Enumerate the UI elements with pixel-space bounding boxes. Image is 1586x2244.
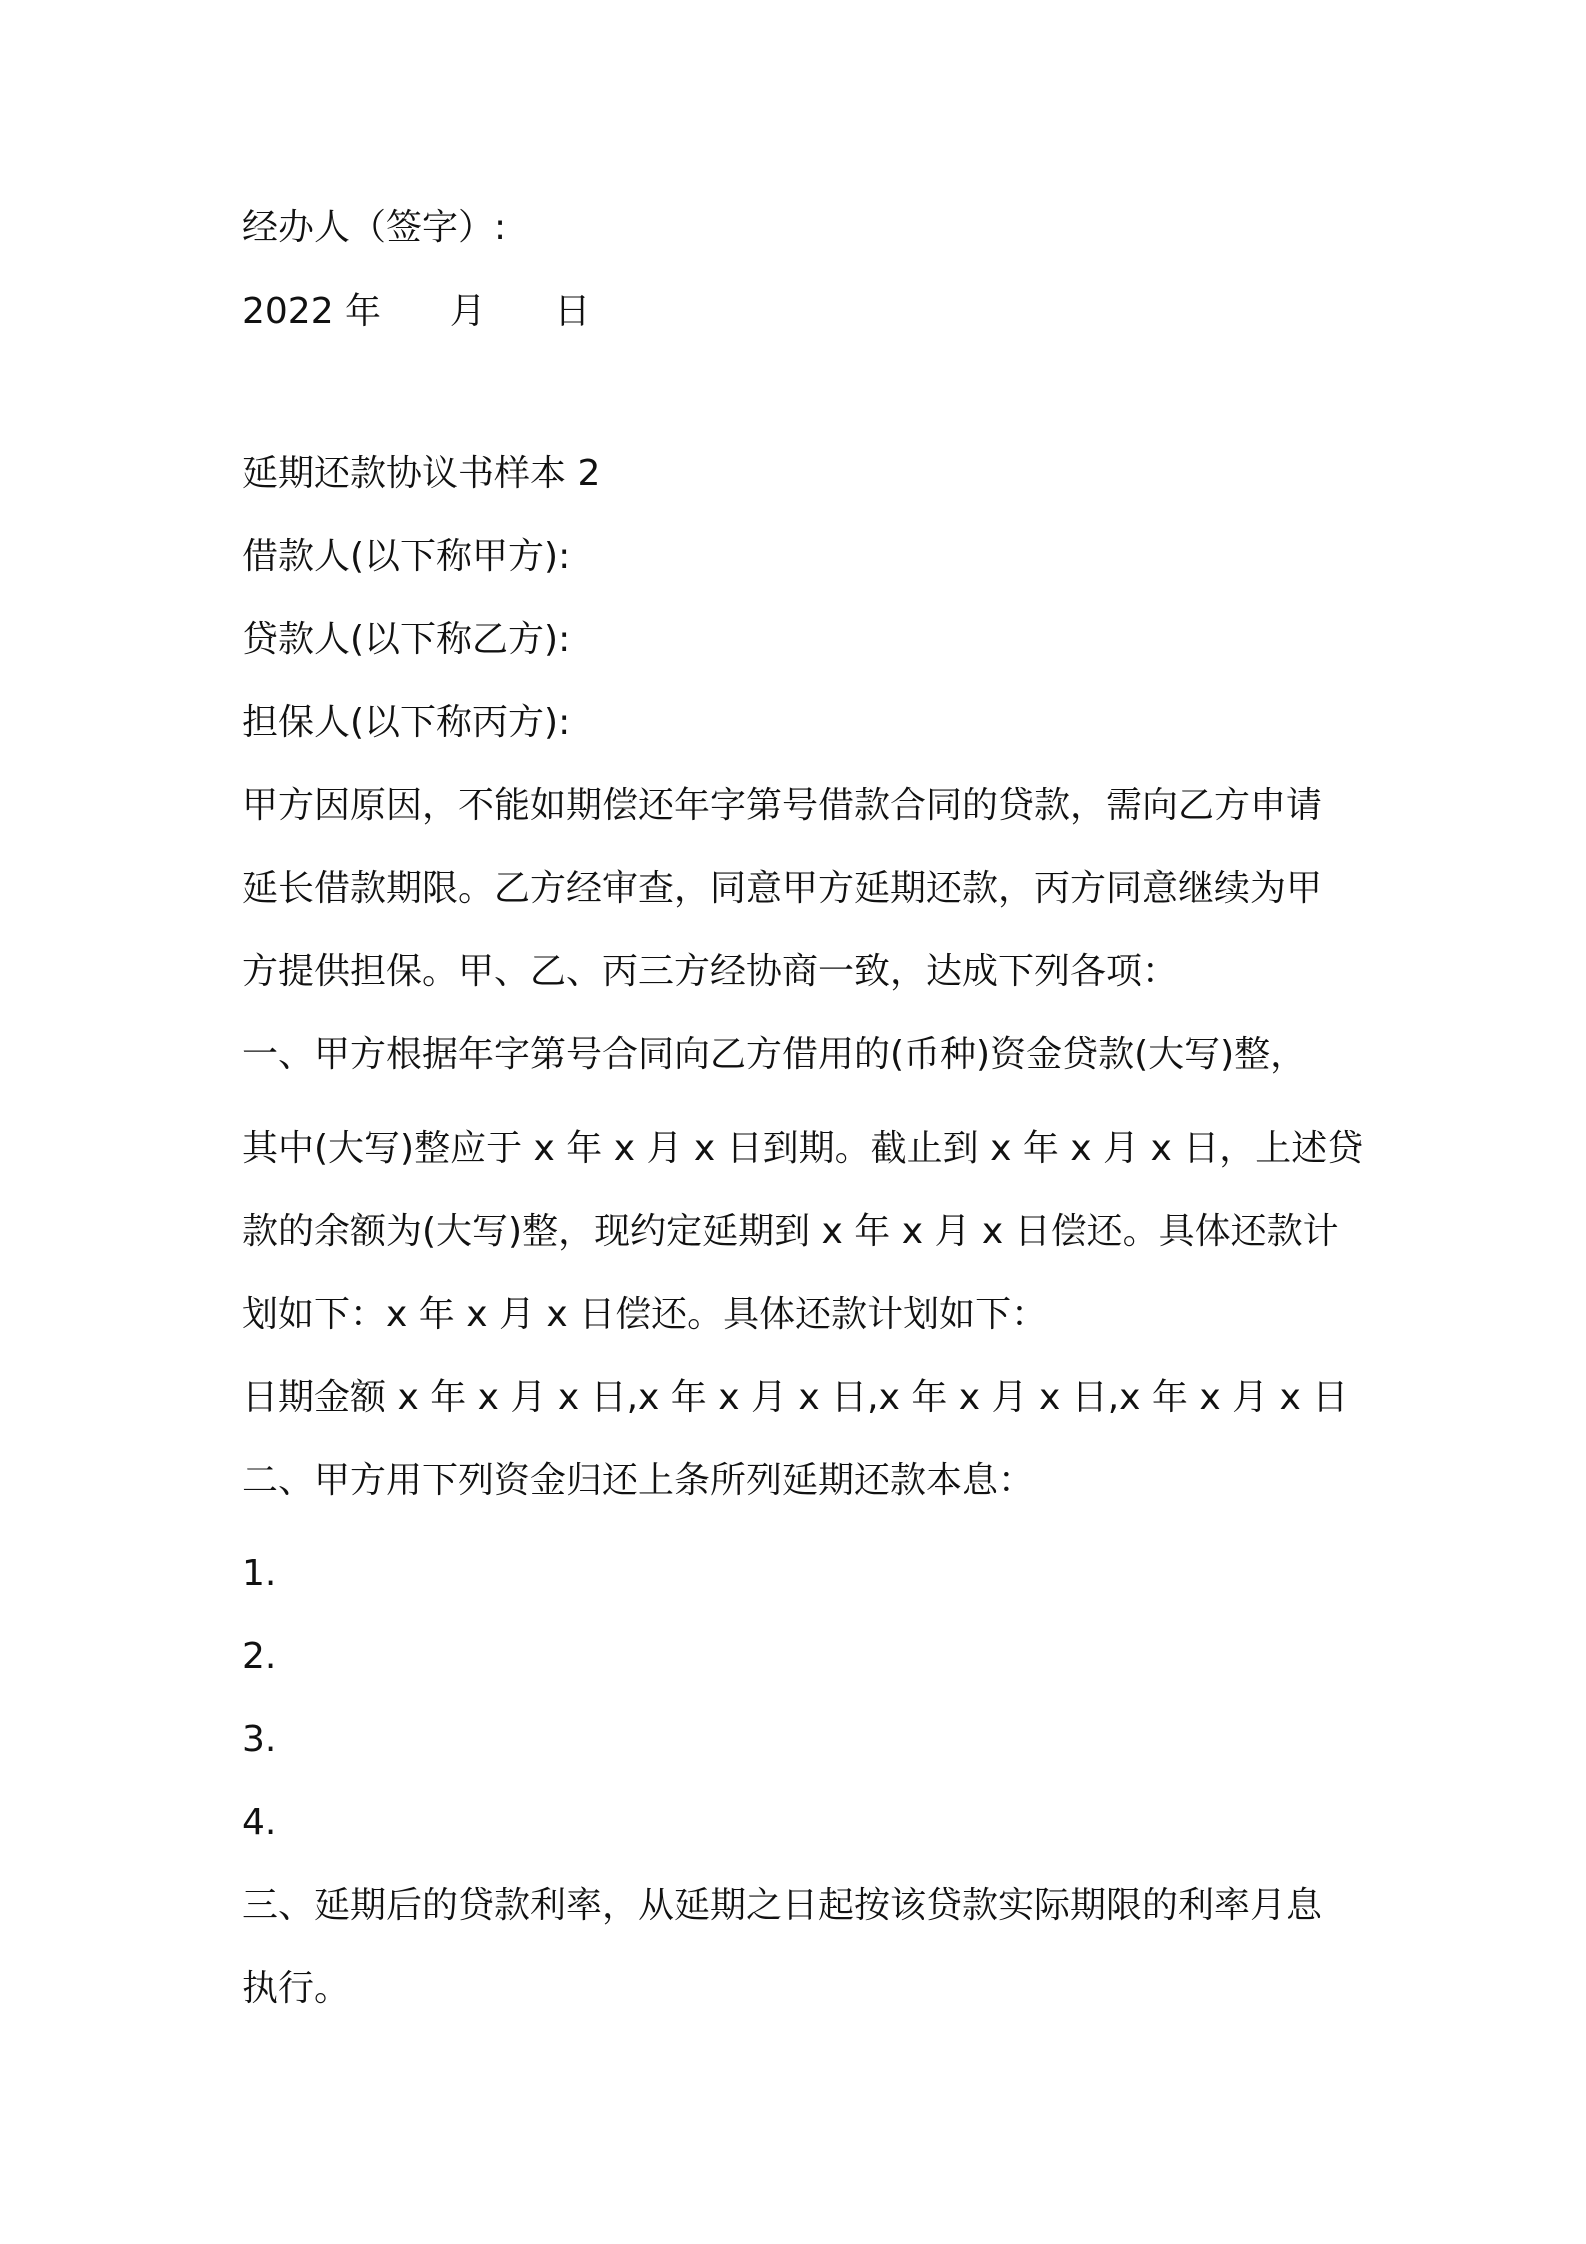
schedule-line: 日期金额 x 年 x 月 x 日,x 年 x 月 x 日,x 年 x 月 x 日,x 年 x 月 x 日 (242, 1377, 1349, 1418)
paragraph-line: 方提供担保。甲、乙、丙三方经协商一致，达成下列各项： (242, 951, 1179, 992)
list-item-4: 4. (242, 1802, 277, 1843)
list-item-1: 1. (242, 1553, 277, 1594)
clause-3-line: 执行。 (242, 1968, 351, 2009)
paragraph-line: 延长借款期限。乙方经审查，同意甲方延期还款，丙方同意继续为甲 (242, 868, 1323, 909)
clause-2-line: 二、甲方用下列资金归还上条所列延期还款本息： (242, 1460, 1035, 1501)
clause-3-line: 三、延期后的贷款利率，从延期之日起按该贷款实际期限的利率月息 (242, 1885, 1323, 1926)
handler-signature-line: 经办人（签字）: (242, 207, 507, 248)
guarantor-line: 担保人(以下称丙方): (242, 702, 571, 743)
borrower-line: 借款人(以下称甲方): (242, 536, 571, 577)
clause-1-line: 其中(大写)整应于 x 年 x 月 x 日到期。截止到 x 年 x 月 x 日，上述贷 (242, 1128, 1364, 1169)
clause-1-line: 一、甲方根据年字第号合同向乙方借用的(币种)资金贷款(大写)整， (242, 1034, 1307, 1075)
lender-line: 贷款人(以下称乙方): (242, 619, 571, 660)
date-line: 2022 年 月 日 (242, 291, 591, 332)
clause-1-line: 款的余额为(大写)整，现约定延期到 x 年 x 月 x 日偿还。具体还款计 (242, 1211, 1339, 1252)
sample-title: 延期还款协议书样本 2 (242, 453, 601, 494)
list-item-2: 2. (242, 1636, 277, 1677)
paragraph-line: 甲方因原因，不能如期偿还年字第号借款合同的贷款，需向乙方申请 (242, 785, 1323, 826)
clause-1-line: 划如下：x 年 x 月 x 日偿还。具体还款计划如下： (242, 1294, 1048, 1335)
list-item-3: 3. (242, 1719, 277, 1760)
